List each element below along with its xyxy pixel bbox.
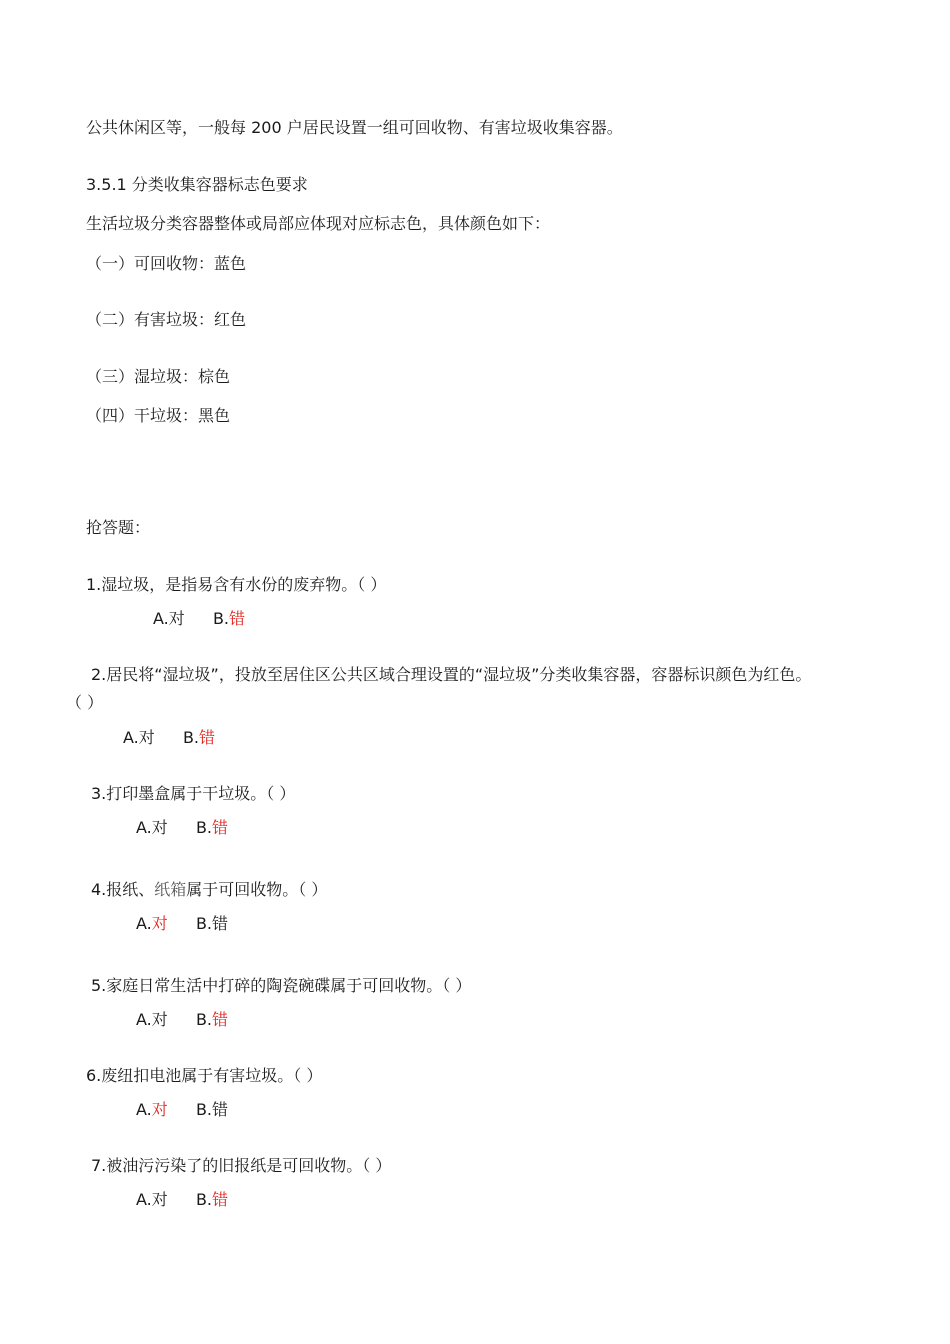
correct-answer: 错	[229, 609, 246, 628]
intro-line: 公共休闲区等，一般每 200 户居民设置一组可回收物、有害垃圾收集容器。	[86, 118, 623, 137]
question-options	[136, 914, 228, 934]
color-item-recyclable: （一）可回收物：蓝色	[86, 254, 247, 273]
option-a: A.对	[123, 728, 155, 747]
option-a: A.对	[136, 1100, 168, 1119]
question-options	[123, 728, 215, 748]
question-options	[136, 1010, 228, 1030]
option-b: B.错	[195, 914, 229, 933]
option-a: A.对	[136, 1190, 168, 1209]
color-item-hazardous: （二）有害垃圾：红色	[86, 310, 247, 329]
question-text: 5.家庭日常生活中打碎的陶瓷碗碟属于可回收物。（ ）	[91, 976, 472, 995]
section-heading: 3.5.1 分类收集容器标志色要求	[86, 175, 308, 194]
question-text: 2.居民将“湿垃圾”，投放至居住区公共区域合理设置的“湿垃圾”分类收集容器，容器标识颜色为红色。	[91, 665, 812, 684]
question-text: 7.被油污污染了的旧报纸是可回收物。（ ）	[91, 1156, 392, 1175]
question-text: 3.打印墨盒属于干垃圾。（ ）	[91, 784, 296, 803]
option-b: B.错	[182, 728, 216, 747]
correct-answer: 对	[151, 1100, 168, 1119]
correct-answer: 错	[212, 1010, 229, 1029]
question-text: 1.湿垃圾，是指易含有水份的废弃物。（ ）	[86, 575, 387, 594]
question-options	[136, 1100, 228, 1120]
question-options	[136, 1190, 228, 1210]
color-item-dry: （四）干垃圾：黑色	[86, 406, 231, 425]
color-item-wet: （三）湿垃圾：棕色	[86, 367, 231, 386]
option-a: A.对	[136, 1010, 168, 1029]
quiz-title: 抢答题：	[86, 518, 151, 537]
question-options	[153, 609, 245, 629]
option-a: A.对	[136, 818, 168, 837]
question-options	[136, 818, 228, 838]
option-b: B.错	[195, 1190, 229, 1209]
option-b: B.错	[195, 1010, 229, 1029]
correct-answer: 对	[151, 914, 168, 933]
question-text: 4.报纸、纸箱属于可回收物。（ ）	[91, 880, 328, 899]
correct-answer: 错	[199, 728, 216, 747]
section-body: 生活垃圾分类容器整体或局部应体现对应标志色，具体颜色如下：	[86, 214, 551, 233]
option-b: B.错	[195, 818, 229, 837]
correct-answer: 错	[212, 818, 229, 837]
question-text: 6.废纽扣电池属于有害垃圾。（ ）	[86, 1066, 323, 1085]
option-b: B.错	[212, 609, 246, 628]
option-a: A.对	[153, 609, 185, 628]
option-b: B.错	[195, 1100, 229, 1119]
option-a: A.对	[136, 914, 168, 933]
question-text-continued: （ ）	[66, 693, 104, 712]
correct-answer: 错	[212, 1190, 229, 1209]
